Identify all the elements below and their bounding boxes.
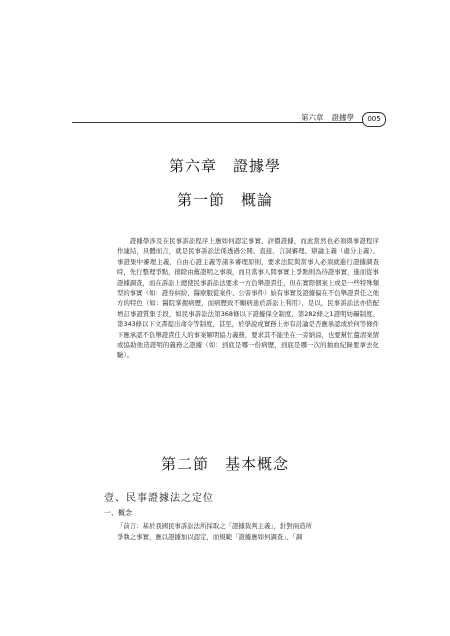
subheading: 壹、民事證據法之定位	[104, 493, 214, 504]
quote-line: 「前言：基於我國民事訴訟法所採取之「證據裁判主義」，針對兩造所	[117, 522, 312, 530]
point-label: 一、概念	[104, 509, 132, 517]
section-title-2: 第二節 基本概念	[160, 455, 289, 473]
quote-line: 爭執之事實，應以證據加以認定，而規範「證據應如何調查」、「調	[117, 533, 303, 541]
section-1-body	[117, 236, 379, 361]
quote-block	[117, 521, 387, 543]
section-title-1: 第一節 概論	[176, 191, 273, 209]
running-head-chapter: 第六章	[301, 113, 324, 122]
chapter-title: 第六章 證據學	[168, 157, 281, 175]
paragraph: 證據學涉及在民事訴訟程序上應如何認定事實、評價證據，而此當然也必須與事證程序作連結，具體而言，就是民事訴訟法係透過公開、直接、言詞審理、辯論主義（處分主義）、事證集中審理主義、自由心證主義等諸多審理原則，要求法院與當事人必須就進行證據調查時，先行整理爭點，排除由舊證明之事項，而且當事人間事實上爭點則為待證事實，進而從事證據調查，而在訴訟上總使民事訴訟法要求一方負舉證責任，但在實際個案上或是一些特殊類型的事實（如：證券糾紛、醫療服從案件、公害事件）始有事實及證據偏在不負舉證責任之他方的特色（如：醫院掌握病歷，而病歷致不願病患於訴訟上利用），是以，民事訴訟法亦搭配增訂事證質集手段，如民事訴訟法第368條以下證據保全制度、第282條之1證明妨礙制度、第343條以下文書提出命令等制度，甚至，於學說或實務上亦有討論是否應承認或於何等條件下應承認不負舉證責任人的事案解明協力義務，要求其不能坐在一旁納涼，也要幫忙釐清案情或協助他造證明的義務之證據（如：到底是哪一份病歷，到底是哪一次的抽血紀錄要拿去化驗）。	[117, 237, 380, 360]
page-number: 005	[362, 112, 386, 127]
running-head-subject: 證據學	[331, 113, 354, 122]
running-head	[301, 112, 354, 123]
